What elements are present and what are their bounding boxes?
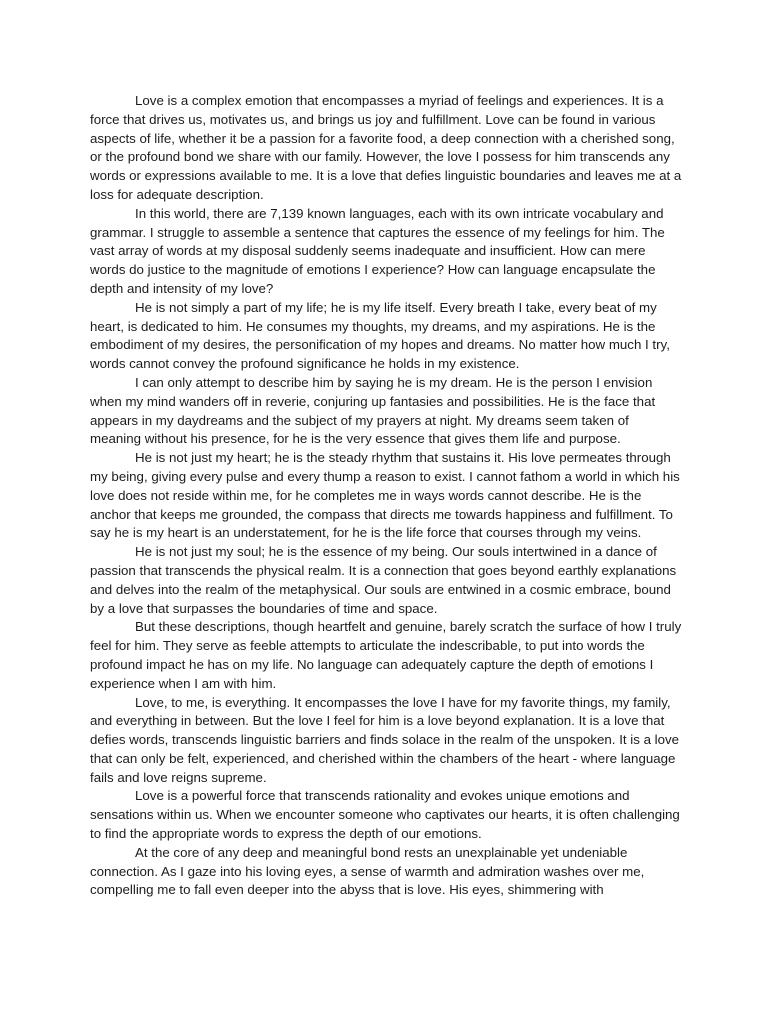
paragraph-6: He is not just my soul; he is the essence of my being. Our souls intertwined in a dance of passion that transcends the physical realm. It is a connection that goes beyond earthly explanations and delves into the realm of the metaphysical. Our souls are entwined in a cosmic embrace, bound by a love that surpasses the boundaries of time and space. — [90, 544, 677, 616]
paragraph-8: Love, to me, is everything. It encompasses the love I have for my favorite things, my family, and everything in between. But the love I feel for him is a love beyond explanation. It is a love that defies words, transcends linguistic barriers and finds solace in the realm of the unspoken. It is a love that can only be felt, experienced, and cherished within the chambers of the heart - where language fails and love reigns supreme. — [90, 694, 680, 785]
paragraph-9: Love is a powerful force that transcends rationality and evokes unique emotions and sensations within us. When we encounter someone who captivates our hearts, it is often challenging to find the appropriate words to express the depth of our emotions. — [90, 788, 680, 842]
paragraph-2: In this world, there are 7,139 known languages, each with its own intricate vocabulary and grammar. I struggle to assemble a sentence that captures the essence of my feelings for him. The vast array of words at my disposal suddenly seems inadequate and insufficient. How can mere words do justice to the magnitude of emotions I experience? How can language encapsulate the depth and intensity of my love? — [90, 205, 665, 296]
document-body — [90, 92, 682, 900]
paragraph-4: I can only attempt to describe him by saying he is my dream. He is the person I envision when my mind wanders off in reverie, conjuring up fantasies and possibilities. He is the face that appears in my daydreams and the subject of my prayers at night. My dreams seem taken of meaning without his presence, for he is the very essence that gives them life and purpose. — [90, 374, 656, 447]
paragraph-10: At the core of any deep and meaningful bond rests an unexplainable yet undeniable connection. As I gaze into his loving eyes, a sense of warmth and admiration washes over me, compelling me to fall even deeper into the abyss that is love. His eyes, shimmering with — [90, 844, 645, 898]
paragraph-3: He is not simply a part of my life; he is my life itself. Every breath I take, every beat of my heart, is dedicated to him. He consumes my thoughts, my dreams, and my aspirations. He is the embodiment of my desires, the personification of my hopes and dreams. No matter how much I try, words cannot convey the profound significance he holds in my existence. — [90, 299, 670, 372]
paragraph-7: But these descriptions, though heartfelt and genuine, barely scratch the surface of how I truly feel for him. They serve as feeble attempts to articulate the indescribable, to put into words the profound impact he has on my life. No language can adequately capture the depth of emotions I experience when I am with him. — [90, 619, 682, 691]
paragraph-1: Love is a complex emotion that encompasses a myriad of feelings and experiences. It is a force that drives us, motivates us, and brings us joy and fulfillment. Love can be found in various aspects of life, whether it be a passion for a favorite food, a deep connection with a cherished song, or the profound bond we share with our family. However, the love I possess for him transcends any words or expressions available to me. It is a love that defies linguistic boundaries and leaves me at a loss for adequate description. — [90, 93, 682, 202]
paragraph-5: He is not just my heart; he is the steady rhythm that sustains it. His love permeates through my being, giving every pulse and every thump a reason to exist. I cannot fathom a world in which his love does not reside within me, for he completes me in ways words cannot describe. He is the anchor that keeps me grounded, the compass that directs me towards happiness and fulfillment. To say he is my heart is an understatement, for he is the life force that courses through my veins. — [90, 450, 680, 541]
